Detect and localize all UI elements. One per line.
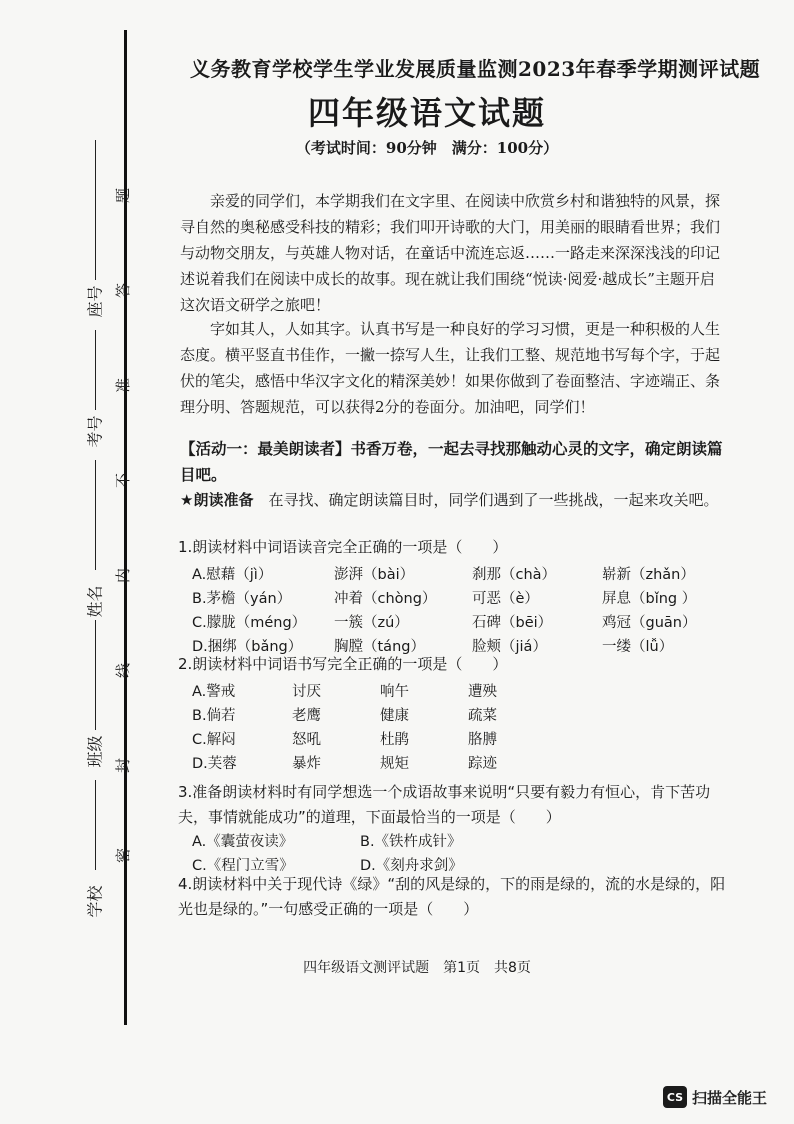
exam-meta: （考试时间：90分钟 满分：100分） (295, 139, 559, 157)
option-cell: C.朦胧（méng） (192, 615, 307, 631)
option-cell: 胸膛（táng） (334, 639, 425, 655)
option-cell: D.捆绑（bǎng） (192, 639, 303, 655)
intro-paragraph: 亲爱的同学们，本学期我们在文字里、在阅读中欣赏乡村和谐独特的风景，探寻自然的奥秘感受科技的精彩；我们叩开诗歌的大门，用美丽的眼睛看世界；我们与动物交朋友，与英雄人物对话，在童话中流连忘返……一路走来深深浅浅的印记述说着我们在阅读中成长的故事。现在就让我们围绕“悦读·阅爱·越成长”主题开启这次语文研学之旅吧！ (180, 192, 721, 314)
option-cell: 怒吼 (292, 732, 321, 748)
option-cell: 疏菜 (468, 708, 497, 724)
class-line (95, 620, 96, 730)
option-cell: 规矩 (380, 756, 409, 772)
binding-line (124, 30, 127, 1025)
scanner-watermark-text: 扫描全能王 (692, 1088, 768, 1107)
exam-number-line (95, 330, 96, 410)
option-cell: 一簇（zú） (334, 615, 409, 631)
question-2-stem: 2.朗读材料中词语书写完全正确的一项是（ ） (178, 655, 508, 673)
option-cell: 鸡冠（guān） (602, 615, 697, 631)
option-row (192, 728, 612, 752)
reading-prep (180, 487, 725, 513)
option-cell: B.茅檐（yán） (192, 591, 292, 607)
reading-prep-text: 在寻找、确定朗读篇目时，同学们遇到了一些挑战，一起来攻关吧。 (268, 491, 719, 509)
question-3-stem: 3.准备朗读材料时有同学想选一个成语故事来说明“只要有毅力有恒心，肯下苦功夫，事情就能成功”的道理，下面最恰当的一项是（ ） (178, 783, 711, 826)
question-1-options (192, 563, 732, 659)
option-cell: 踪迹 (468, 756, 497, 772)
binding-word: 封 (114, 757, 133, 774)
option-cell: 脸颊（jiá） (472, 639, 547, 655)
seat-number-line (95, 140, 96, 280)
binding-word: 题 (114, 187, 133, 204)
option-row (192, 587, 732, 611)
option-row (192, 563, 732, 587)
option-cell: 暴炸 (292, 756, 321, 772)
option-cell: 一缕（lǚ） (602, 639, 674, 655)
option-cell: 崭新（zhǎn） (602, 567, 695, 583)
option-cell: B.倘若 (192, 708, 236, 724)
school-line (95, 780, 96, 870)
option-cell: D.《刻舟求剑》 (360, 858, 463, 874)
option-cell: A.警戒 (192, 684, 236, 700)
option-cell: 可恶（è） (472, 591, 539, 607)
scanner-watermark (663, 1085, 767, 1109)
question-2-options (192, 680, 612, 776)
option-cell: D.芙蓉 (192, 756, 237, 772)
name-line (95, 460, 96, 570)
option-row (192, 830, 552, 854)
option-cell: C.解闷 (192, 732, 236, 748)
option-row (192, 611, 732, 635)
option-row (192, 752, 612, 776)
question-3-options (192, 830, 552, 878)
school-label: 学校 (85, 885, 105, 918)
binding-word: 密 (114, 847, 133, 864)
option-cell: B.《铁杵成针》 (360, 834, 462, 850)
binding-word: 不 (114, 472, 133, 489)
option-cell: 响午 (380, 684, 409, 700)
binding-word: 内 (114, 567, 133, 584)
option-cell: 健康 (380, 708, 409, 724)
name-label: 姓名 (85, 585, 105, 618)
option-cell: 石碑（bēi） (472, 615, 553, 631)
option-cell: 讨厌 (292, 684, 321, 700)
page-title: 四年级语文试题 (307, 94, 546, 132)
activity-heading: 【活动一：最美朗读者】书香万卷，一起去寻找那触动心灵的文字，确定朗读篇目吧。 (180, 440, 723, 484)
option-cell: 胳膊 (468, 732, 497, 748)
option-row (192, 680, 612, 704)
binding-word: 答 (114, 282, 133, 299)
option-cell: 冲着（chòng） (334, 591, 437, 607)
option-cell: 杜鹃 (380, 732, 409, 748)
option-cell: A.《囊萤夜读》 (192, 834, 294, 850)
option-row (192, 704, 612, 728)
seat-number-label: 座号 (85, 285, 105, 318)
option-cell: 遭殃 (468, 684, 497, 700)
option-cell: C.《程门立雪》 (192, 858, 294, 874)
option-cell: 屏息（bǐng ） (602, 591, 697, 607)
binding-word: 准 (114, 377, 133, 394)
question-1-stem: 1.朗读材料中词语读音完全正确的一项是（ ） (178, 538, 508, 556)
camscanner-icon: CS (663, 1086, 687, 1108)
option-cell: 老鹰 (292, 708, 321, 724)
exam-series-title: 义务教育学校学生学业发展质量监测2023年春季学期测评试题 (190, 57, 761, 81)
question-4-stem: 4.朗读材料中关于现代诗《绿》“刮的风是绿的，下的雨是绿的，流的水是绿的，阳光也是绿的。”一句感受正确的一项是（ ） (178, 875, 726, 918)
exam-number-label: 考号 (85, 415, 105, 448)
option-cell: 澎湃（bài） (334, 567, 415, 583)
class-label: 班级 (85, 735, 105, 768)
reading-prep-lead: ★朗读准备 (180, 491, 254, 509)
option-cell: A.慰藉（jì） (192, 567, 273, 583)
binding-word: 线 (114, 662, 133, 679)
page-footer: 四年级语文测评试题 第1页 共8页 (303, 960, 531, 976)
option-cell: 刹那（chà） (472, 567, 557, 583)
handwriting-paragraph: 字如其人，人如其字。认真书写是一种良好的学习习惯，更是一种积极的人生态度。横平竖直书佳作，一撇一捺写人生，让我们工整、规范地书写每个字，于起伏的笔尖，感悟中华汉字文化的精深美妙！如果你做到了卷面整洁、字迹端正、条理分明、答题规范，可以获得2分的卷面分。加油吧，同学们！ (180, 320, 721, 416)
